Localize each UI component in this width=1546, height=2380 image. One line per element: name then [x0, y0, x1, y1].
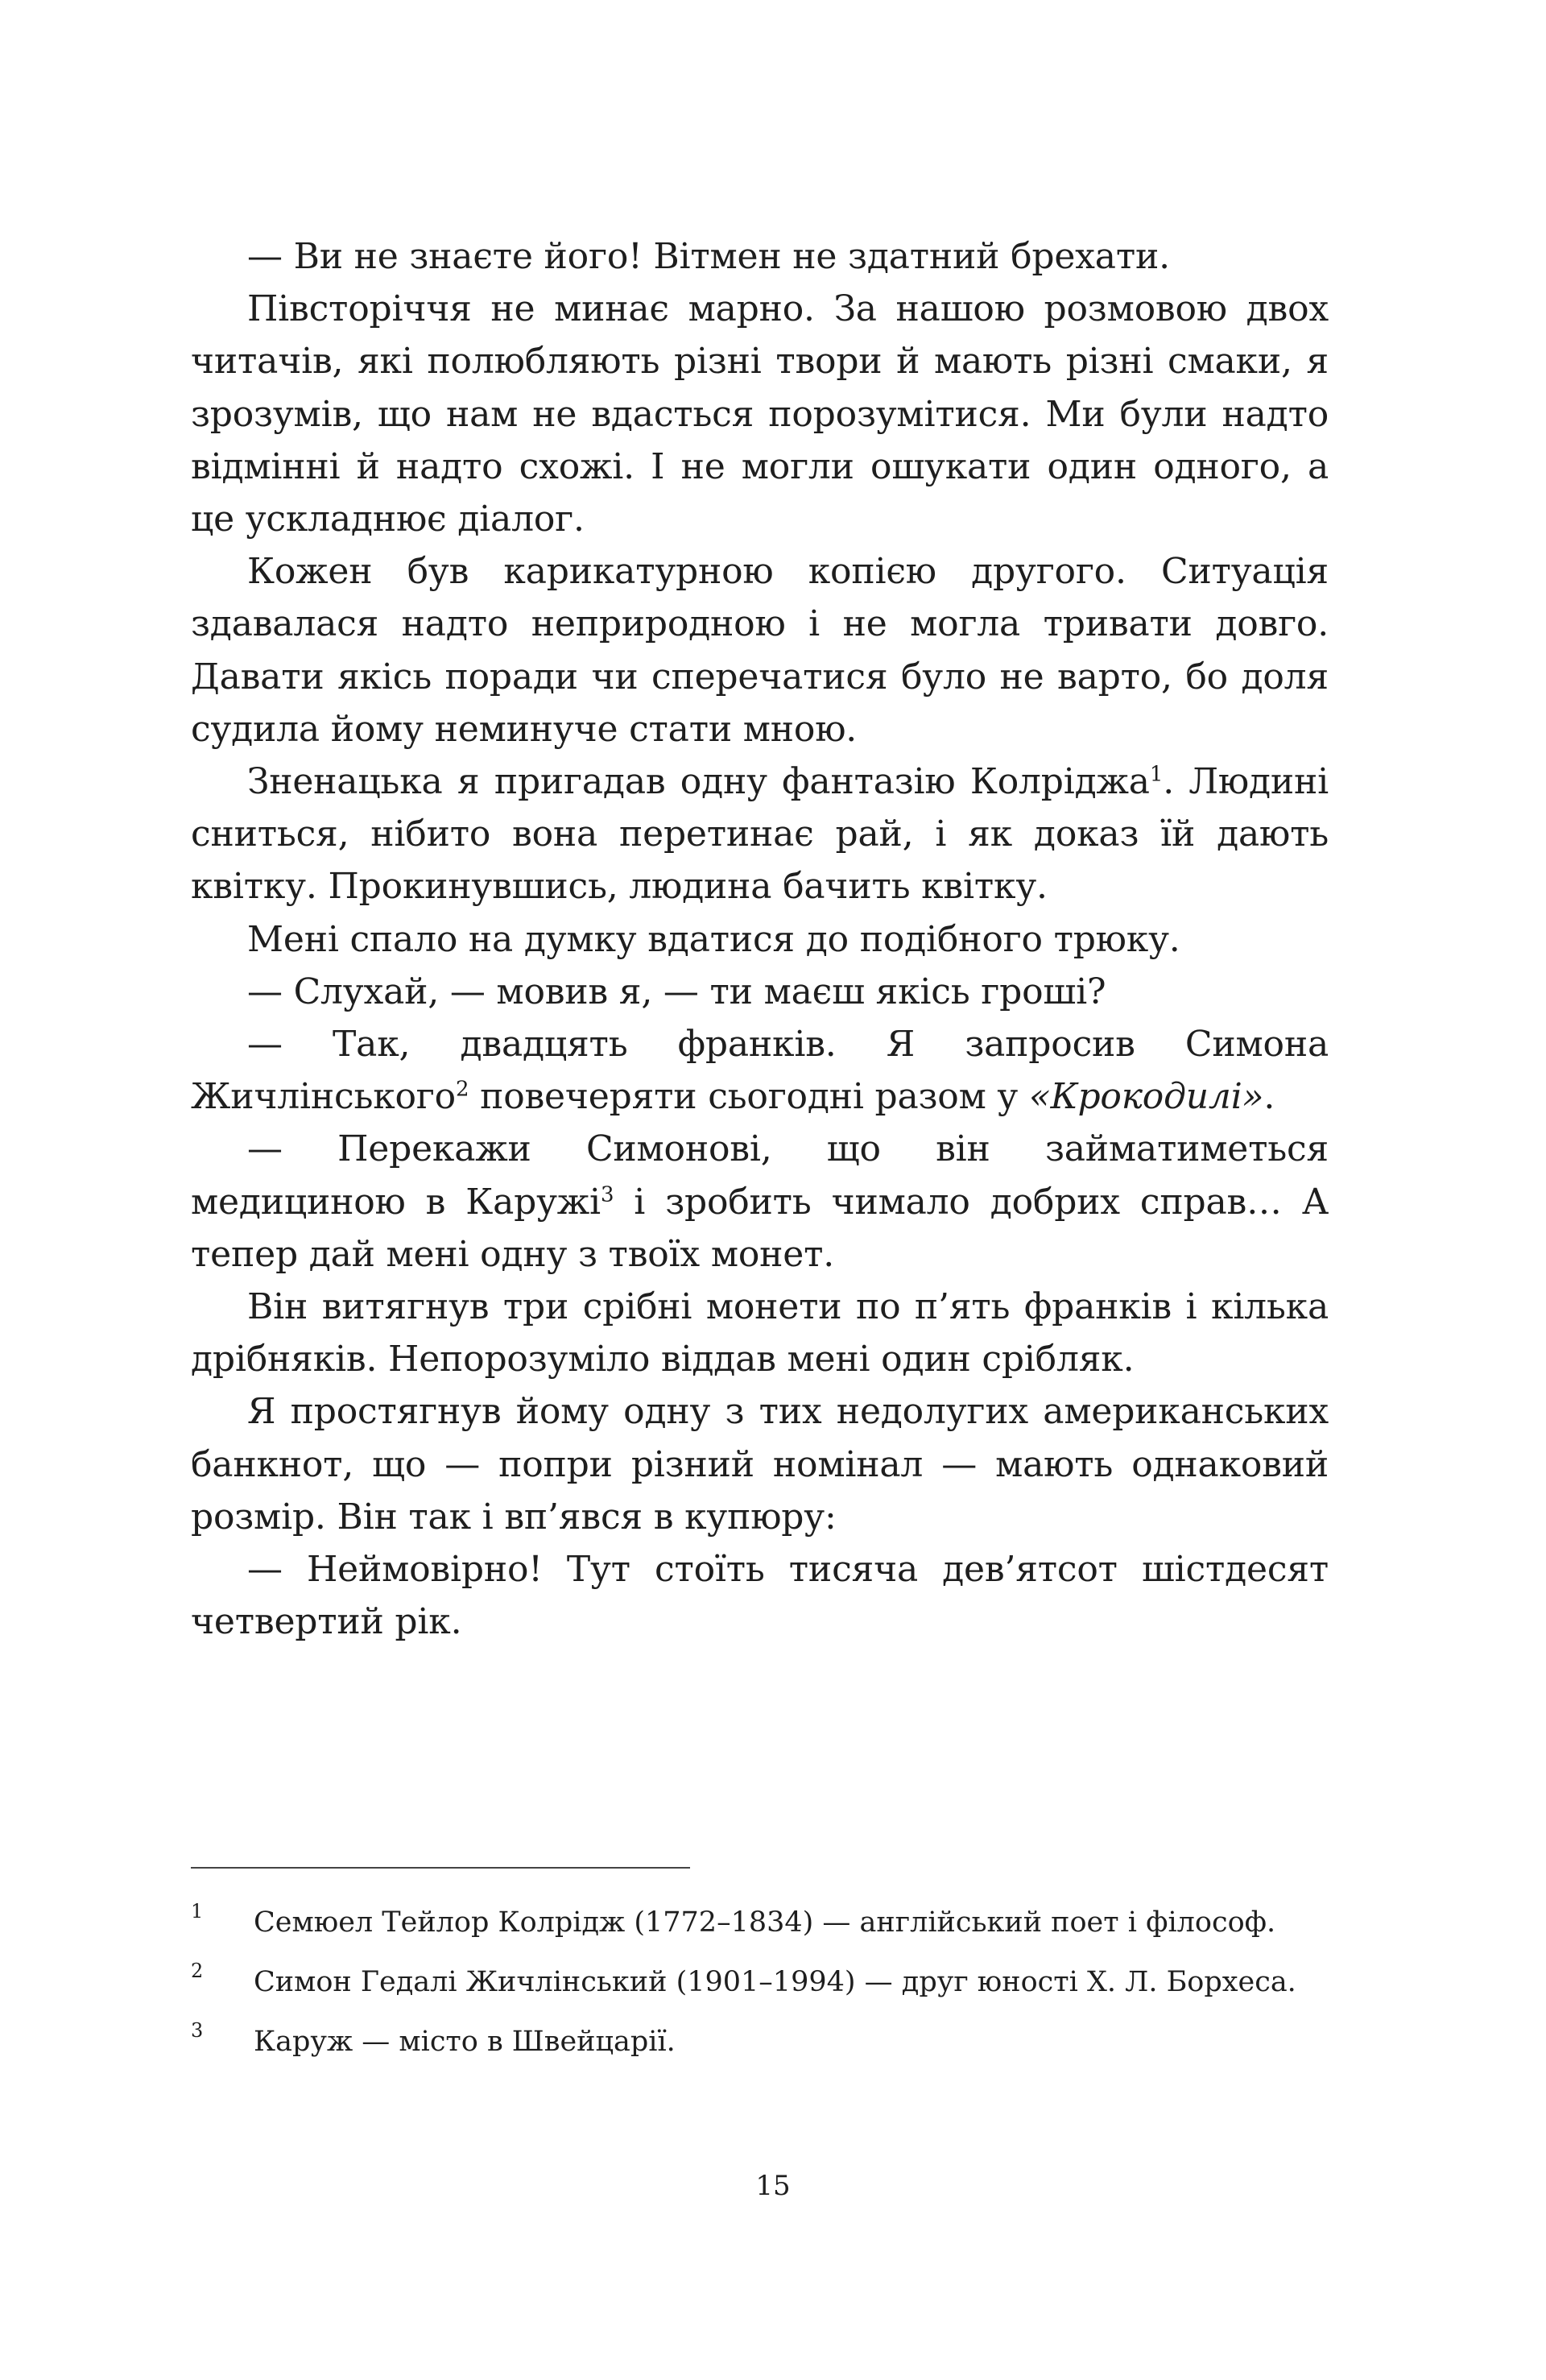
text-run: Він витягнув три срібні монети по п’ять франків і кілька дрібняків. Непорозуміло віддав мені один срібляк.: [191, 1286, 1329, 1380]
footnotes: [191, 1894, 1329, 2073]
text-run: — Так, двадцять франків. Я запросив Симона Жичлінського: [191, 1024, 1329, 1118]
text-run: — Неймовірно! Тут стоїть тисяча дев’ятсот шістдесят четвертий рік.: [191, 1549, 1329, 1643]
paragraph: [191, 545, 1329, 755]
text-run: Зненацька я пригадав одну фантазію Колріджа: [247, 761, 1150, 803]
text-run: .: [1263, 1076, 1275, 1118]
footnote: [191, 1894, 1329, 1954]
footnote-text: Симон Гедалі Жичлінський (1901–1994) — друг юності Х. Л. Борхеса.: [254, 1966, 1296, 1998]
text-run: повечеряти сьогодні разом у: [469, 1076, 1029, 1118]
paragraph: [191, 1281, 1329, 1385]
footnote: [191, 2014, 1329, 2073]
footnote-number: 3: [191, 2019, 204, 2042]
paragraph: [191, 1018, 1329, 1123]
text-run: — Слухай, — мовив я, — ти маєш якісь гроші?: [247, 971, 1106, 1012]
text-run: Мені спало на думку вдатися до подібного трюку.: [247, 918, 1180, 960]
footnote-text: Семюел Тейлор Колрідж (1772–1834) — англійський поет і філософ.: [254, 1906, 1276, 1939]
text-run: — Ви не знаєте його! Вітмен не здатний брехати.: [247, 236, 1170, 277]
paragraph: [191, 1385, 1329, 1543]
paragraph: [191, 913, 1329, 966]
text-run: . Людині сниться, нібито вона перетинає рай, і як доказ їй дають квітку. Прокинувшись, людина бачить квітку.: [191, 761, 1329, 908]
footnote-number: 1: [191, 1900, 204, 1923]
footnote-number: 2: [191, 1960, 204, 1982]
body-text: [191, 230, 1329, 1648]
footnote: [191, 1954, 1329, 2014]
paragraph: [191, 1543, 1329, 1648]
paragraph: [191, 230, 1329, 283]
paragraph: [191, 1123, 1329, 1281]
footnote-text: Каруж — місто в Швейцарії.: [254, 2026, 676, 2058]
footnote-marker: 2: [455, 1077, 469, 1102]
italic-text: «Крокодилі»: [1028, 1076, 1264, 1118]
paragraph: [191, 966, 1329, 1018]
footnote-divider: [191, 1867, 690, 1869]
text-run: і зробить чимало добрих справ… А тепер дай мені одну з твоїх монет.: [191, 1181, 1329, 1275]
text-run: Півсторіччя не минає марно. За нашою розмовою двох читачів, які полюбляють різні твори й мають різні смаки, я зрозумів, що нам не вдасться порозумітися. Ми були надто відмінні й надто схожі. І не могли ошукати один одного, а це ускладнює діалог.: [191, 288, 1329, 540]
text-run: Я простягнув йому одну з тих недолугих американських банкнот, що — попри різний номінал — мають однаковий розмір. Він так і вп’явся в купюру:: [191, 1391, 1329, 1538]
text-run: — Перекажи Симонові, що він займатиметься медициною в Каружі: [191, 1128, 1329, 1223]
page-number: 15: [755, 2170, 791, 2202]
paragraph: [191, 755, 1329, 913]
paragraph: [191, 283, 1329, 545]
text-run: Кожен був карикатурною копією другого. Ситуація здавалася надто неприродною і не могла тривати довго. Давати якісь поради чи сперечатися було не варто, бо доля судила йому неминуче стати мною.: [191, 551, 1329, 750]
footnote-marker: 3: [600, 1182, 614, 1207]
footnote-marker: 1: [1149, 762, 1164, 787]
